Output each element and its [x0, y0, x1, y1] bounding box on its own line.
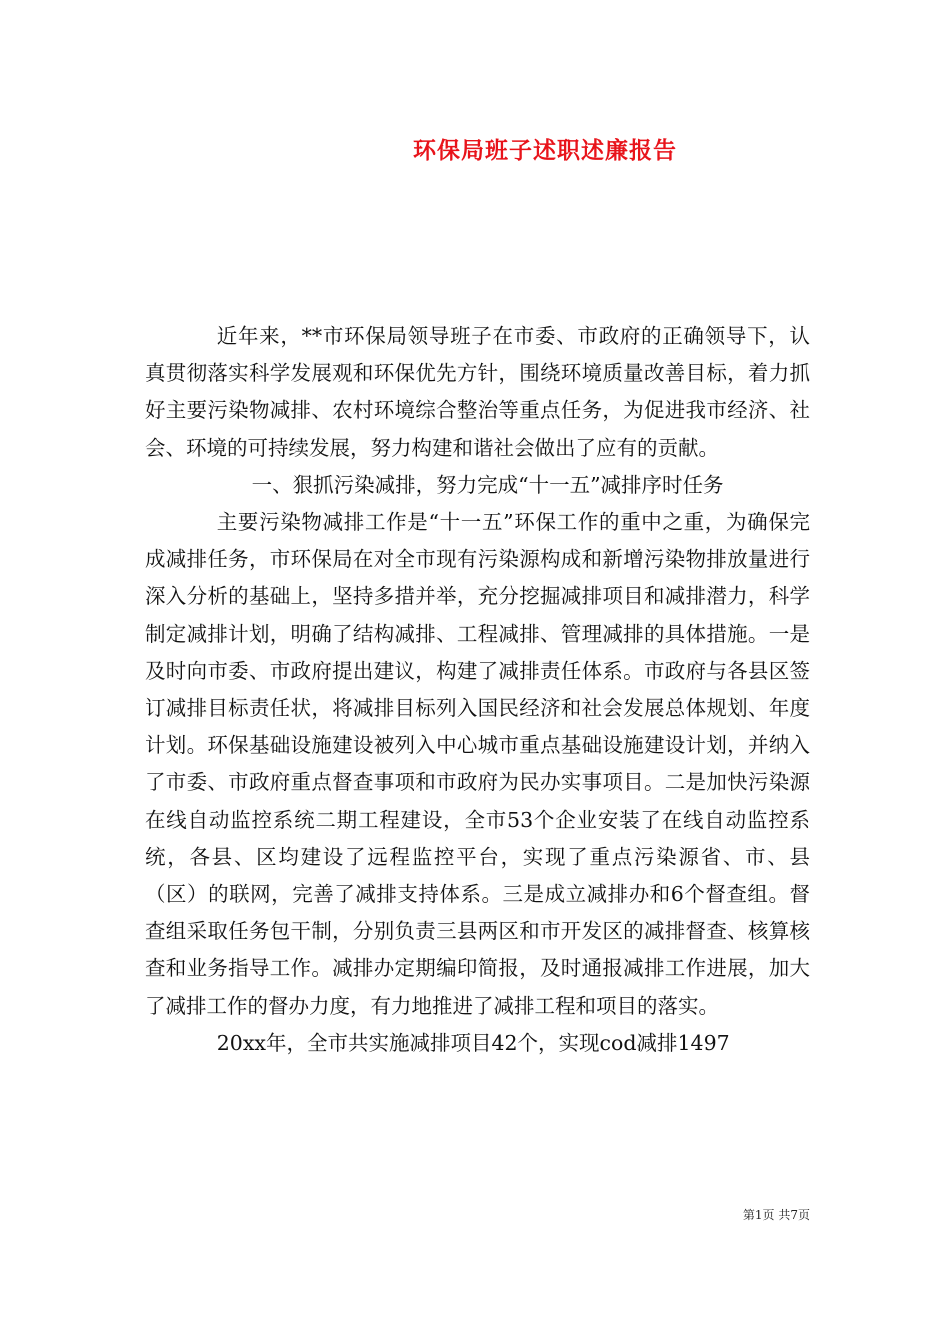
paragraph-main: 主要污染物减排工作是“十一五”环保工作的重中之重，为确保完成减排任务，市环保局在对全市现有污染源构成和新增污染物排放量进行深入分析的基础上，坚持多措并举，充分挖掘减排项目和减排潜力，科学制定减排计划，明确了结构减排、工程减排、管理减排的具体措施。一是及时向市委、市政府提出建议，构建了减排责任体系。市政府与各县区签订减排目标责任状，将减排目标列入国民经济和社会发展总体规划、年度计划。环保基础设施建设被列入中心城市重点基础设施建设计划，并纳入了市委、市政府重点督查事项和市政府为民办实事项目。二是加快污染源在线自动监控系统二期工程建设，全市53个企业安装了在线自动监控系统，各县、区均建设了远程监控平台，实现了重点污染源省、市、县（区）的联网，完善了减排支持体系。三是成立减排办和6个督查组。督查组采取任务包干制，分别负责三县两区和市开发区的减排督查、核算核查和业务指导工作。减排办定期编印简报，及时通报减排工作进展，加大了减排工作的督办力度，有力地推进了减排工程和项目的落实。	[145, 510, 810, 1018]
page-title: 环保局班子述职述廉报告	[413, 137, 677, 164]
paragraph-continued: 20xx年，全市共实施减排项目42个，实现cod减排1497	[216, 1030, 730, 1055]
section-heading: 一、狠抓污染减排，努力完成“十一五”减排序时任务	[251, 472, 724, 497]
page-number: 第1页 共7页	[742, 1208, 810, 1222]
document-body	[145, 318, 810, 1062]
paragraph-intro: 近年来，**市环保局领导班子在市委、市政府的正确领导下，认真贯彻落实科学发展观和环保优先方针，围绕环境质量改善目标，着力抓好主要污染物减排、农村环境综合整治等重点任务，为促进我市经济、社会、环境的可持续发展，努力构建和谐社会做出了应有的贡献。	[145, 324, 810, 460]
